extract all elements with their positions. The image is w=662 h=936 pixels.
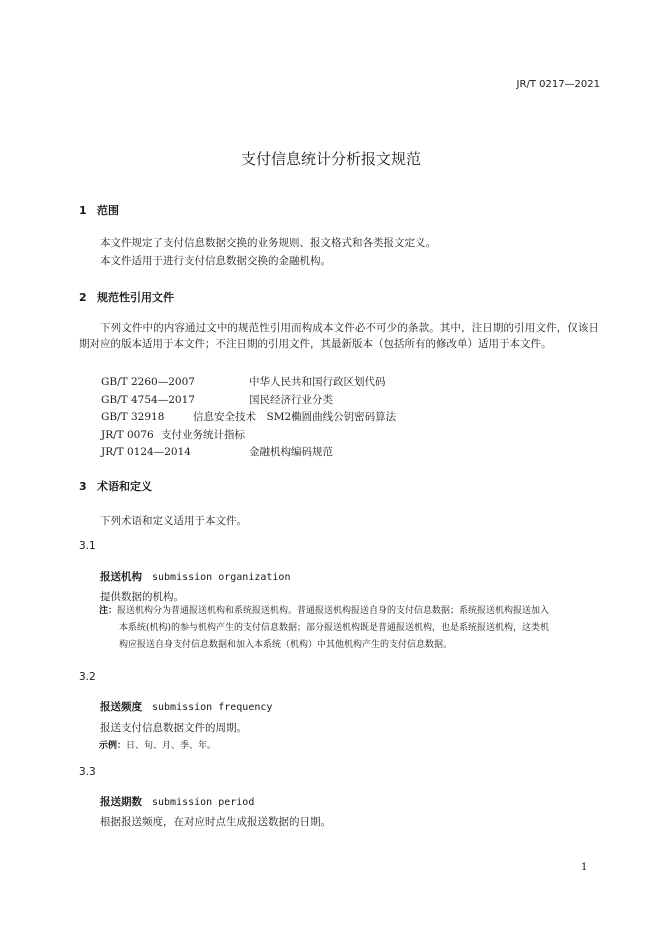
- reference-code: GB/T 2260—2007: [101, 376, 195, 388]
- term-chinese: 报送期数: [100, 796, 142, 808]
- note-block: [99, 603, 601, 654]
- reference-name: 支付业务统计指标: [161, 429, 245, 441]
- section-2-heading: [79, 289, 174, 305]
- note-text: 构应报送自身支付信息数据和加入本系统（机构）中其他机构产生的支付信息数据。: [119, 640, 453, 650]
- reference-item: [101, 374, 386, 389]
- paragraph: 本文件适用于进行支付信息数据交换的金融机构。: [100, 255, 331, 267]
- reference-code: GB/T 32918: [101, 411, 165, 423]
- term-english: submission organization: [152, 572, 291, 583]
- note-text: 本系统(机构)的参与机构产生的支付信息数据；部分报送机构既是普通报送机构，也是系统报送机构，这类机: [119, 623, 550, 633]
- section-title: 规范性引用文件: [97, 291, 174, 304]
- reference-item: [101, 409, 396, 424]
- reference-item: [101, 392, 333, 407]
- page-number: 1: [581, 862, 588, 873]
- reference-code: JR/T 0076: [101, 429, 154, 441]
- reference-item: [101, 427, 245, 442]
- standard-code: JR/T 0217—2021: [516, 79, 600, 90]
- reference-name: 国民经济行业分类: [249, 394, 333, 406]
- reference-code: GB/T 4754—2017: [101, 394, 195, 406]
- term-number: 3.3: [79, 766, 96, 778]
- term-definition: 提供数据的机构。: [100, 591, 184, 603]
- term-heading: [100, 695, 272, 714]
- section-title: 术语和定义: [97, 480, 152, 493]
- section-3-heading: [79, 478, 152, 494]
- paragraph: 下列术语和定义适用于本文件。: [100, 515, 247, 527]
- term-english: submission frequency: [152, 702, 273, 713]
- note-label: 注：: [99, 606, 118, 616]
- example-label: 示例：: [99, 741, 127, 751]
- reference-name: 中华人民共和国行政区划代码: [249, 376, 386, 388]
- section-number: 1: [79, 204, 87, 217]
- term-number: 3.2: [79, 671, 96, 683]
- paragraph: 下列文件中的内容通过文中的规范性引用而构成本文件必不可少的条款。其中，注日期的引用文件，仅该日期对应的版本适用于本文件；不注日期的引用文件，其最新版本（包括所有的修改单）适用于本文件。: [79, 322, 599, 350]
- term-definition: 报送支付信息数据文件的周期。: [100, 722, 247, 734]
- paragraph: 本文件规定了支付信息数据交换的业务规则、报文格式和各类报文定义。: [100, 237, 436, 249]
- example-block: [99, 738, 216, 751]
- example-text: 日、旬、月、季、年。: [126, 741, 217, 751]
- note-text: 报送机构分为普通报送机构和系统报送机构。普通报送机构报送自身的支付信息数据；系统报送机构报送加入: [117, 606, 550, 616]
- term-heading: [100, 565, 290, 584]
- term-definition: 根据报送频度，在对应时点生成报送数据的日期。: [100, 816, 331, 828]
- reference-item: [101, 444, 333, 459]
- term-chinese: 报送频度: [100, 701, 142, 713]
- term-heading: [100, 790, 254, 809]
- term-number: 3.1: [79, 540, 96, 552]
- document-title: 支付信息统计分析报文规范: [240, 150, 421, 168]
- section-number: 2: [79, 291, 87, 304]
- term-english: submission period: [152, 797, 255, 808]
- reference-name: 金融机构编码规范: [249, 446, 333, 458]
- section-1-heading: [79, 202, 119, 218]
- reference-code: JR/T 0124—2014: [101, 446, 191, 458]
- term-chinese: 报送机构: [100, 571, 142, 583]
- section-title: 范围: [97, 204, 119, 217]
- section-number: 3: [79, 480, 87, 493]
- reference-name: 信息安全技术 SM2椭圆曲线公钥密码算法: [193, 411, 397, 423]
